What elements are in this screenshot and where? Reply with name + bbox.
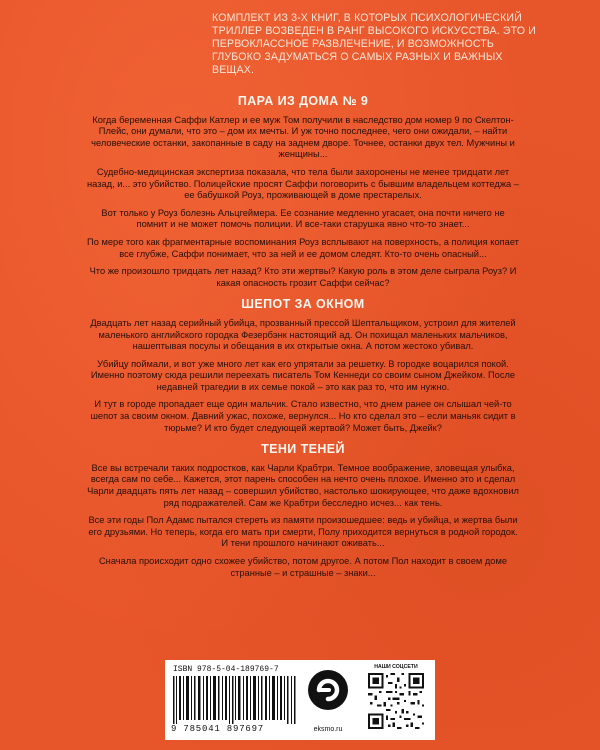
annotations bbox=[86, 96, 520, 589]
paragraph: Сначала происходит одно схожее убийство, потом другое. А потом Пол находит в своем доме странные – и страшные – знаки... bbox=[98, 556, 508, 578]
section-para-iz-doma bbox=[86, 96, 520, 289]
qr-code-icon bbox=[368, 673, 424, 729]
paragraph: Все вы встречали таких подростков, как Чарли Крабтри. Темное воображение, зловещая улыбка, всегда сам по себе... Кажется, этот парень способен на нечто очень плохое. Именно это и сделал Чарли двадцать пять лет назад – совершил убийство, настолько шокирующее, что даже вдохновил ряд подражателей. Сам же Крабтри бесследно исчез... как тень. bbox=[87, 462, 519, 508]
barcode-icon bbox=[173, 676, 297, 724]
intro-text: КОМПЛЕКТ ИЗ 3-Х КНИГ, В КОТОРЫХ ПСИХОЛОГИЧЕСКИЙ ТРИЛЛЕР ВОЗВЕДЕН В РАНГ ВЫСОКОГО ИСКУССТВА. ЭТО И ПЕРВОКЛАССНОЕ РАЗВЛЕЧЕНИЕ, И ВОЗМОЖНОСТЬ ГЛУБОКО ЗАДУМАТЬСЯ О САМЫХ РАЗНЫХ И ВАЖНЫХ ВЕЩАХ. bbox=[212, 12, 537, 76]
section-title: ШЕПОТ ЗА ОКНОМ bbox=[241, 297, 365, 312]
paragraph: Что же произошло тридцать лет назад? Кто эти жертвы? Какую роль в этом деле сыграла Роуз? И какая опасность грозит Саффи сейчас? bbox=[89, 266, 517, 288]
section-shepot-za-oknom bbox=[86, 299, 520, 434]
publisher-site: eksmo.ru bbox=[313, 726, 343, 733]
paragraph: Все эти годы Пол Адамс пытался стереть из памяти произошедшее: ведь и убийца, и жертва были его друзьями. Но теперь, когда его мать при смерти, Полу приходится вернуться в родной городок. И тени прошлого начинают оживать... bbox=[88, 515, 518, 549]
section-title: ТЕНИ ТЕНЕЙ bbox=[261, 442, 345, 457]
paragraph: Вот только у Роуз болезнь Альцгеймера. Ее сознание медленно угасает, она почти ничего не помнит и не может помочь полиции. И все-таки старушка явно что-то знает... bbox=[101, 207, 505, 230]
isbn-label: ISBN 978-5-04-189769-7 bbox=[173, 665, 279, 674]
paragraph: Когда беременная Саффи Катлер и ее муж Том получили в наследство дом номер 9 по Скелтон-Плейс, они думали, что это – дом их мечты. И уж точно последнее, чего они ожидали, – найти человеческие останки, закопанные в саду на заднем дворе. Точнее, останки двух тел. Мужчины и женщины... bbox=[91, 114, 515, 160]
paragraph: Убийцу поймали, и вот уже много лет как его упрятали за решетку. В городке воцарился покой. Именно поэтому сюда решили переехать писатель Том Кеннеди со своим сыном Джейком. После недавней трагедии в их семье покой – это как раз то, что им нужно. bbox=[90, 358, 516, 392]
eksmo-logo-icon bbox=[305, 666, 351, 726]
barcode-digits: 9 785041 897697 bbox=[171, 724, 265, 734]
section-title: ПАРА ИЗ ДОМА № 9 bbox=[237, 94, 369, 108]
paragraph: По мере того как фрагментарные воспоминания Роуз всплывают на поверхность, а полиция копает все глубже, Саффи понимает, что за ней и ее домом следят. Кто-то очень опасный... bbox=[87, 236, 519, 259]
social-label: НАШИ СОЦСЕТИ bbox=[374, 664, 418, 670]
paragraph: Двадцать лет назад серийный убийца, прозванный прессой Шептальщиком, устроил для жителей маленького английского городка Фезербэнк настоящий ад. Он похищал маленьких мальчиков, нашептывая посулы и обещания в их открытые окна. А потом жестоко убивал. bbox=[90, 317, 516, 352]
paragraph: И тут в городе пропадает еще один мальчик. Стало известно, что днем ранее он слышал чей-то шепот за своим окном. Давний ужас, похоже, вернулся... Но кто сделал это – если маньяк сидит в тюрьме? И кто будет следующей жертвой? Может быть, Джейк? bbox=[90, 399, 516, 433]
paragraph: Судебно-медицинская экспертиза показала, что тела были захоронены не менее тридцати лет назад, и... это убийство. Полицейские просят Саффи поговорить с бывшим владельцем коттеджа – ее бабушкой Роуз, проживающей в доме престарелых. bbox=[87, 166, 519, 201]
barcode-panel bbox=[165, 660, 435, 740]
section-teni-teney bbox=[86, 444, 520, 579]
